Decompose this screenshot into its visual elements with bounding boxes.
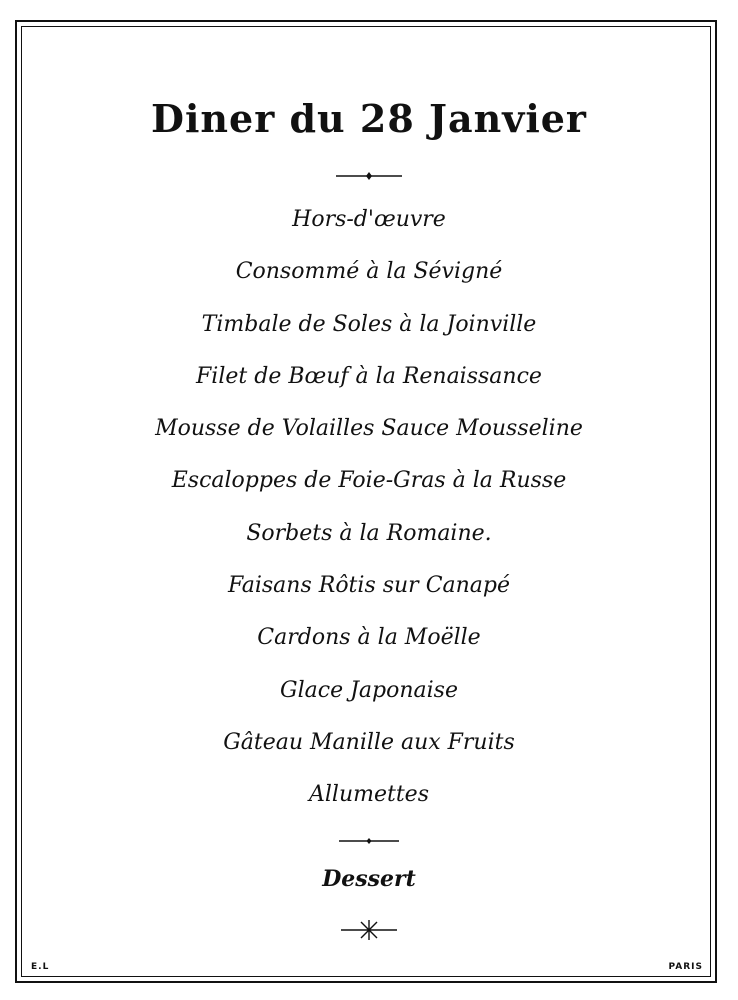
printer-mark-right: PARIS (668, 962, 703, 972)
divider-ornament-top (0, 168, 738, 182)
menu-list (0, 205, 738, 833)
printer-mark-left: E.L (31, 962, 50, 972)
menu-item-cardons: Cardons à la Moëlle (257, 625, 481, 651)
menu-item-glace: Glace Japonaise (280, 677, 458, 703)
menu-item-allumettes: Allumettes (308, 782, 429, 808)
menu-item-escaloppes: Escaloppes de Foie-Gras à la Russe (171, 468, 567, 494)
menu-item-mousse-de-volailles: Mousse de Volailles Sauce Mousseline (155, 416, 583, 442)
menu-item-filet-de-boeuf: Filet de Bœuf à la Renaissance (196, 363, 542, 389)
star-ornament-icon (0, 918, 738, 942)
menu-item-gateau: Gâteau Manille aux Fruits (223, 729, 515, 755)
menu-item-sorbets: Sorbets à la Romaine. (246, 520, 492, 546)
dessert-heading: Dessert (322, 866, 416, 892)
page-title: Diner du 28 Janvier (151, 96, 587, 141)
menu-item-faisans: Faisans Rôtis sur Canapé (227, 573, 511, 599)
divider-ornament-middle (0, 833, 738, 847)
menu-item-hors-doeuvre: Hors-d'œuvre (292, 207, 446, 232)
menu-item-consomme: Consommé à la Sévigné (235, 259, 503, 285)
menu-item-timbale: Timbale de Soles à la Joinville (201, 311, 537, 337)
